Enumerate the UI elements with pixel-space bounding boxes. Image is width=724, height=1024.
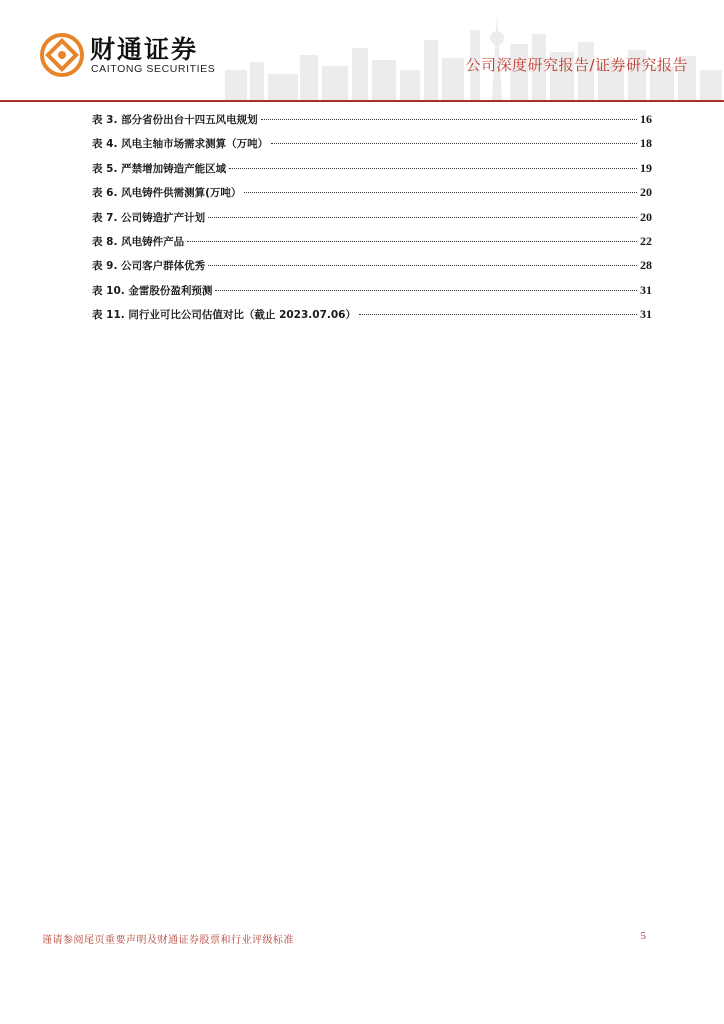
toc-entry-label: 表 11. 同行业可比公司估值对比（截止 2023.07.06） bbox=[92, 309, 356, 322]
toc-leader-dots bbox=[244, 192, 637, 193]
toc-entry-page: 31 bbox=[640, 307, 652, 322]
toc-entry[interactable] bbox=[92, 136, 652, 160]
brand-name-english: CAITONG SECURITIES bbox=[91, 63, 216, 75]
toc-entry-label: 表 3. 部分省份出台十四五风电规划 bbox=[92, 114, 258, 126]
toc-entry[interactable] bbox=[92, 185, 652, 209]
toc-entry-page: 20 bbox=[640, 209, 652, 224]
toc-leader-dots bbox=[215, 290, 637, 291]
toc-entry-page: 20 bbox=[640, 185, 652, 200]
toc-entry[interactable] bbox=[92, 112, 652, 136]
toc-entry-label: 表 6. 风电铸件供需测算(万吨） bbox=[92, 187, 242, 200]
toc-entry[interactable] bbox=[92, 283, 652, 307]
toc-entry-label: 表 4. 风电主轴市场需求测算（万吨） bbox=[92, 138, 269, 151]
toc-entry-page: 16 bbox=[640, 112, 652, 126]
toc-leader-dots bbox=[229, 168, 637, 169]
toc-entry-label: 表 9. 公司客户群体优秀 bbox=[92, 260, 206, 273]
report-type-label: 公司深度研究报告/证券研究报告 bbox=[465, 56, 688, 74]
toc-entry-page: 31 bbox=[640, 282, 652, 297]
header-divider bbox=[0, 100, 724, 102]
toc-leader-dots bbox=[271, 143, 637, 144]
toc-leader-dots bbox=[359, 314, 637, 315]
toc-entry[interactable] bbox=[92, 210, 652, 234]
toc-entry-page: 22 bbox=[640, 233, 652, 248]
toc-entry-label: 表 5. 严禁增加铸造产能区域 bbox=[92, 162, 227, 175]
toc-leader-dots bbox=[208, 217, 637, 218]
toc-leader-dots bbox=[187, 241, 637, 242]
toc-entry[interactable] bbox=[92, 234, 652, 258]
toc-entry-label: 表 10. 金雷股份盈利预测 bbox=[92, 284, 213, 297]
toc-entry[interactable] bbox=[92, 258, 652, 282]
toc-entry-label: 表 8. 风电铸件产品 bbox=[92, 235, 185, 248]
toc-entry-label: 表 7. 公司铸造扩产计划 bbox=[92, 211, 206, 224]
toc-entry-page: 18 bbox=[640, 136, 652, 151]
page-header bbox=[0, 0, 724, 104]
toc-entry-page: 28 bbox=[640, 258, 652, 273]
toc-entry[interactable] bbox=[92, 161, 652, 185]
toc-leader-dots bbox=[208, 265, 637, 266]
page-number: 5 bbox=[640, 930, 646, 942]
brand-name-chinese: 财通证券 bbox=[90, 35, 199, 64]
toc-leader-dots bbox=[261, 119, 637, 120]
disclaimer-footer: 谨请参阅尾页重要声明及财通证券股票和行业评级标准 bbox=[42, 935, 294, 946]
caitong-logo-icon bbox=[40, 33, 84, 77]
toc-entry-page: 19 bbox=[640, 160, 652, 175]
table-of-tables bbox=[92, 112, 652, 332]
toc-entry[interactable] bbox=[92, 307, 652, 331]
